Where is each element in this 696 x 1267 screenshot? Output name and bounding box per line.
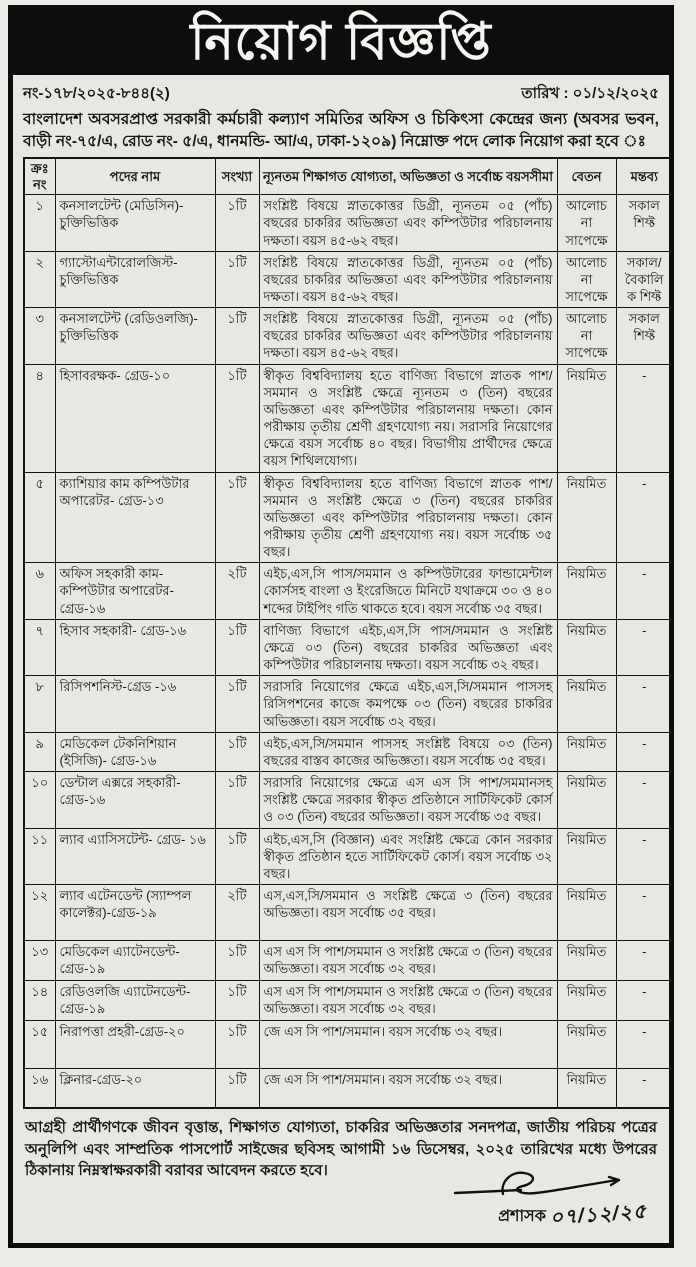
cell-qualification: সরাসরি নিয়োগের ক্ষেত্রে এস এস সি পাশ/সমমানসহ সংশ্লিষ্ট ক্ষেত্রে সরকার স্বীকৃত প্রতিষ্ঠানে সার্টিফিকেট কোর্স ও ০৩ (তিন) বছরের অভিজ্ঞতা। বয়স সর্বোচ্চ ৩৫ বছর।: [259, 772, 557, 828]
cell-post-name: হিসাব সহকারী- গ্রেড-১৬: [55, 619, 215, 675]
table-row: [24, 563, 673, 619]
cell-remarks: -: [616, 940, 673, 980]
header-quantity: সংখ্যা: [215, 158, 259, 195]
cell-quantity: ১টি: [215, 619, 259, 675]
cell-qualification: সরাসরি নিয়োগের ক্ষেত্রে এইচ,এস,সি/সমমান পাসসহ রিসিপশনের কাজে কমপক্ষে ০৩ (তিন) বছরের চাকরির অভিজ্ঞতা। বয়স সর্বোচ্চ ৩২ বছর।: [259, 676, 557, 732]
table-row: [24, 980, 673, 1020]
cell-quantity: ১টি: [215, 472, 259, 563]
table-row: [24, 884, 673, 940]
cell-remarks: -: [616, 1068, 673, 1108]
cell-salary: নিয়মিত: [557, 1020, 616, 1068]
cell-remarks: -: [616, 772, 673, 828]
header-serial: ক্রঃ নং: [24, 158, 55, 195]
table-row: [24, 308, 673, 364]
cell-salary: নিয়মিত: [557, 772, 616, 828]
cell-serial: ৪: [24, 364, 55, 472]
table-row: [24, 772, 673, 828]
cell-quantity: ১টি: [215, 676, 259, 732]
cell-remarks: -: [616, 619, 673, 675]
header-post-name: পদের নাম: [55, 158, 215, 195]
cell-qualification: সংশ্লিষ্ট বিষয়ে স্নাতকোত্তর ডিগ্রী, ন্যূনতম ০৫ (পাঁচ) বছরের চাকরির অভিজ্ঞতা এবং কম্পিউটার পরিচালনায় দক্ষতা। বয়স ৪৫-৬২ বছর।: [259, 308, 557, 364]
table-row: [24, 828, 673, 884]
positions-table-body: [24, 195, 673, 1109]
cell-serial: ৫: [24, 472, 55, 563]
cell-salary: নিয়মিত: [557, 619, 616, 675]
table-row: [24, 1068, 673, 1108]
cell-qualification: সংশ্লিষ্ট বিষয়ে স্নাতকোত্তর ডিগ্রী, ন্যূনতম ০৫ (পাঁচ) বছরের চাকরির অভিজ্ঞতা এবং কম্পিউটার পরিচালনায় দক্ষতা। বয়স ৪৫-৬২ বছর।: [259, 195, 557, 251]
cell-salary: আলোচনা সাপেক্ষে: [557, 308, 616, 364]
header-remarks: মন্তব্য: [616, 158, 673, 195]
cell-quantity: ১টি: [215, 1068, 259, 1108]
table-row: [24, 472, 673, 563]
intro-paragraph: বাংলাদেশ অবসরপ্রাপ্ত সরকারী কর্মচারী কল্যাণ সমিতির অফিস ও চিকিৎসা কেন্দ্রের জন্য (অবসর ভবন, বাড়ী নং-৭৫/এ, রোড নং- ৫/এ, ধানমন্ডি- আ/এ, ঢাকা-১২০৯) নিম্নোক্ত পদে লোক নিয়োগ করা হবে ঃ: [23, 111, 659, 150]
notice-date: তারিখ : ০১/১২/২০২৫: [521, 85, 659, 102]
cell-qualification: এস এস সি পাশ/সমমান ও সংশ্লিষ্ট ক্ষেত্রে ৩ (তিন) বছরের অভিজ্ঞতা। বয়স সর্বোচ্চ ৩২ বছর।: [259, 940, 557, 980]
cell-qualification: স্বীকৃত বিশ্ববিদ্যালয় হতে বাণিজ্য বিভাগে স্নাতক পাশ/সমমান ও সংশ্লিষ্ট ক্ষেত্রে ন্যূনতম ৩ (তিন) বছরের অভিজ্ঞতা এবং কম্পিউটার পরিচালনায় দক্ষতা। কোন পরীক্ষায় তৃতীয় শ্রেণী গ্রহণযোগ্য নয়। সরাসরি নিয়োগের ক্ষেত্রে বয়স সর্বোচ্চ ৪০ বছর। বিভাগীয় প্রার্থীদের ক্ষেত্রে বয়স শিথিলযোগ্য।: [259, 364, 557, 472]
reference-row: [23, 82, 659, 107]
cell-quantity: ১টি: [215, 308, 259, 364]
cell-quantity: ১টি: [215, 251, 259, 307]
cell-quantity: ১টি: [215, 1020, 259, 1068]
cell-serial: ১২: [24, 884, 55, 940]
cell-remarks: সকাল শিফ্ট: [616, 308, 673, 364]
cell-salary: আলোচনা সাপেক্ষে: [557, 195, 616, 251]
title-banner: [12, 9, 670, 75]
cell-salary: নিয়মিত: [557, 472, 616, 563]
cell-quantity: ১টি: [215, 940, 259, 980]
cell-remarks: -: [616, 980, 673, 1020]
cell-serial: ১৫: [24, 1020, 55, 1068]
cell-remarks: -: [616, 884, 673, 940]
cell-post-name: মেডিকেল টেকনিশিয়ান (ইসিজি)- গ্রেড-১৬: [55, 732, 215, 771]
signatory-title: প্রশাসক: [498, 1208, 546, 1225]
signature-block: [417, 1162, 647, 1233]
notice-body: [13, 75, 669, 1181]
cell-serial: ২: [24, 251, 55, 307]
cell-serial: ৭: [24, 619, 55, 675]
cell-serial: ৮: [24, 676, 55, 732]
cell-remarks: -: [616, 1020, 673, 1068]
cell-quantity: ২টি: [215, 884, 259, 940]
cell-serial: ১৪: [24, 980, 55, 1020]
cell-salary: নিয়মিত: [557, 732, 616, 771]
cell-salary: নিয়মিত: [557, 980, 616, 1020]
cell-post-name: অফিস সহকারী কাম- কম্পিউটার অপারেটর- গ্রেড-১৬: [55, 563, 215, 619]
cell-qualification: এস,এস,সি/সমমান ও সংশ্লিষ্ট ক্ষেত্রে ৩ (তিন) বছরের অভিজ্ঞতা। বয়স সর্বোচ্চ ৩৫ বছর।: [259, 884, 557, 940]
cell-serial: ৩: [24, 308, 55, 364]
cell-serial: ৬: [24, 563, 55, 619]
cell-post-name: গ্যাস্টোএন্টারোলজিস্ট- চুক্তিভিত্তিক: [55, 251, 215, 307]
cell-remarks: -: [616, 676, 673, 732]
cell-qualification: জে এস সি পাশ/সমমান। বয়স সর্বোচ্চ ৩২ বছর।: [259, 1068, 557, 1108]
header-row: [24, 158, 673, 195]
cell-salary: নিয়মিত: [557, 364, 616, 472]
cell-post-name: হিসাবরক্ষক- গ্রেড-১০: [55, 364, 215, 472]
cell-qualification: এইচ,এস,সি/সমমান পাসসহ সংশ্লিষ্ট বিষয়ে ০৩ (তিন) বছরের বাস্তব কাজের অভিজ্ঞতা। বয়স সর্বোচ্চ ৩৫ বছর।: [259, 732, 557, 771]
cell-remarks: -: [616, 732, 673, 771]
signatory-line: [417, 1200, 647, 1233]
cell-salary: নিয়মিত: [557, 828, 616, 884]
signature-handwritten-date: ০৭/১২/২৫: [549, 1200, 648, 1230]
cell-quantity: ১টি: [215, 732, 259, 771]
cell-qualification: এইচ,এস,সি (বিজ্ঞান) এবং সংশ্লিষ্ট ক্ষেত্রে কোন সরকার স্বীকৃত প্রতিষ্ঠান হতে সার্টিফিকেট কোর্স। বয়স সর্বোচ্চ ৩২ বছর।: [259, 828, 557, 884]
positions-table: [23, 157, 674, 1109]
application-instructions: আগ্রহী প্রার্থীগণকে জীবন বৃত্তান্ত, শিক্ষাগত যোগ্যতা, চাকরির অভিজ্ঞতার সনদপত্র, জাতীয় পরিচয় পত্রের অনুলিপি এবং সাম্প্রতিক পাসপোর্ট সাইজের ছবিসহ আগামী ১৬ ডিসেম্বর, ২০২৫ তারিখের মধ্যে উপরের ঠিকানায় নিম্নস্বাক্ষরকারী বরাবর আবেদন করতে হবে।: [25, 1119, 657, 1180]
cell-serial: ১৩: [24, 940, 55, 980]
table-row: [24, 251, 673, 307]
table-row: [24, 1020, 673, 1068]
cell-remarks: -: [616, 563, 673, 619]
cell-post-name: ডেন্টাল এক্সরে সহকারী- গ্রেড-১৬: [55, 772, 215, 828]
cell-remarks: সকাল/ বৈকালিক শিফ্ট: [616, 251, 673, 307]
cell-qualification: বাণিজ্য বিভাগে এইচ,এস,সি পাস/সমমান ও সংশ্লিষ্ট ক্ষেত্রে ০৩ (তিন) বছরের চাকরির অভিজ্ঞতা এবং কম্পিউটার পরিচালনায় দক্ষতা। বয়স সর্বোচ্চ ৩২ বছর।: [259, 619, 557, 675]
cell-post-name: ক্যাশিয়ার কাম কম্পিউটার অপারেটর- গ্রেড-১৩: [55, 472, 215, 563]
cell-post-name: রেডিওলজি এ্যাটেনডেন্ট- গ্রেড-১৯: [55, 980, 215, 1020]
cell-qualification: এস এস সি পাশ/সমমান ও সংশ্লিষ্ট ক্ষেত্রে ৩ (তিন) বছরের অভিজ্ঞতা। বয়স সর্বোচ্চ ৩২ বছর।: [259, 980, 557, 1020]
cell-post-name: ক্লিনার-গ্রেড-২০: [55, 1068, 215, 1108]
table-row: [24, 364, 673, 472]
header-salary: বেতন: [557, 158, 616, 195]
notice-frame: [8, 5, 674, 1248]
table-row: [24, 195, 673, 251]
cell-remarks: সকাল শিফ্ট: [616, 195, 673, 251]
cell-quantity: ১টি: [215, 828, 259, 884]
cell-serial: ৯: [24, 732, 55, 771]
cell-post-name: ল্যাব এ্যাসিসটেন্ট- গ্রেড- ১৬: [55, 828, 215, 884]
cell-quantity: ১টি: [215, 364, 259, 472]
cell-post-name: রিসিপশনিস্ট-গ্রেড -১৬: [55, 676, 215, 732]
cell-post-name: মেডিকেল এ্যাটেনডেন্ট- গ্রেড-১৯: [55, 940, 215, 980]
table-row: [24, 940, 673, 980]
cell-post-name: নিরাপত্তা প্রহরী-গ্রেড-২০: [55, 1020, 215, 1068]
table-row: [24, 732, 673, 771]
cell-remarks: -: [616, 364, 673, 472]
cell-remarks: -: [616, 472, 673, 563]
cell-qualification: এইচ,এস,সি পাস/সমমান ও কম্পিউটারের ফান্ডামেন্টাল কোর্সসহ বাংলা ও ইংরেজিতে মিনিটে যথাক্রমে ৩০ ও ৪০ শব্দের টাইপিং গতি থাকতে হবে। বয়স সর্বোচ্চ ৩৫ বছর।: [259, 563, 557, 619]
reference-number: নং-১৭৮/২০২৫-৮৪৪(২): [23, 85, 170, 102]
cell-serial: ১০: [24, 772, 55, 828]
cell-salary: নিয়মিত: [557, 940, 616, 980]
cell-quantity: ১টি: [215, 195, 259, 251]
cell-qualification: স্বীকৃত বিশ্ববিদ্যালয় হতে বাণিজ্য বিভাগে স্নাতক পাশ/সমমান ও সংশ্লিষ্ট ক্ষেত্রে ৩ (তিন) বছরের চাকরির অভিজ্ঞতা এবং কম্পিউটার পরিচালনায় দক্ষতা। কোন পরীক্ষায় তৃতীয় শ্রেণী গ্রহণযোগ্য নয়। বয়স সর্বোচ্চ ৩৫ বছর।: [259, 472, 557, 563]
cell-salary: নিয়মিত: [557, 676, 616, 732]
header-qualification: ন্যূনতম শিক্ষাগত যোগ্যতা, অভিজ্ঞতা ও সর্বোচ্চ বয়সসীমা: [259, 158, 557, 195]
cell-post-name: কনসালটেন্ট (রেডিওলজি)- চুক্তিভিত্তিক: [55, 308, 215, 364]
cell-salary: নিয়মিত: [557, 1068, 616, 1108]
cell-quantity: ১টি: [215, 772, 259, 828]
cell-qualification: সংশ্লিষ্ট বিষয়ে স্নাতকোত্তর ডিগ্রী, ন্যূনতম ০৫ (পাঁচ) বছরের চাকরির অভিজ্ঞতা এবং কম্পিউটার পরিচালনায় দক্ষতা। বয়স ৪৫-৬২ বছর।: [259, 251, 557, 307]
cell-serial: ১১: [24, 828, 55, 884]
notice-title: নিয়োগ বিজ্ঞপ্তি: [190, 13, 492, 70]
cell-post-name: ল্যাব এটেনডেন্ট (স্যাম্পল কালেক্টর)-গ্রেড-১৯: [55, 884, 215, 940]
cell-quantity: ১টি: [215, 980, 259, 1020]
cell-quantity: ২টি: [215, 563, 259, 619]
cell-qualification: জে এস সি পাশ/সমমান। বয়স সর্বোচ্চ ৩২ বছর।: [259, 1020, 557, 1068]
cell-salary: আলোচনা সাপেক্ষে: [557, 251, 616, 307]
cell-salary: নিয়মিত: [557, 884, 616, 940]
table-row: [24, 619, 673, 675]
positions-table-header: [24, 158, 673, 195]
cell-post-name: কনসালটেন্ট (মেডিসিন)- চুক্তিভিত্তিক: [55, 195, 215, 251]
cell-remarks: -: [616, 828, 673, 884]
table-row: [24, 676, 673, 732]
cell-salary: নিয়মিত: [557, 563, 616, 619]
cell-serial: ১: [24, 195, 55, 251]
cell-serial: ১৬: [24, 1068, 55, 1108]
